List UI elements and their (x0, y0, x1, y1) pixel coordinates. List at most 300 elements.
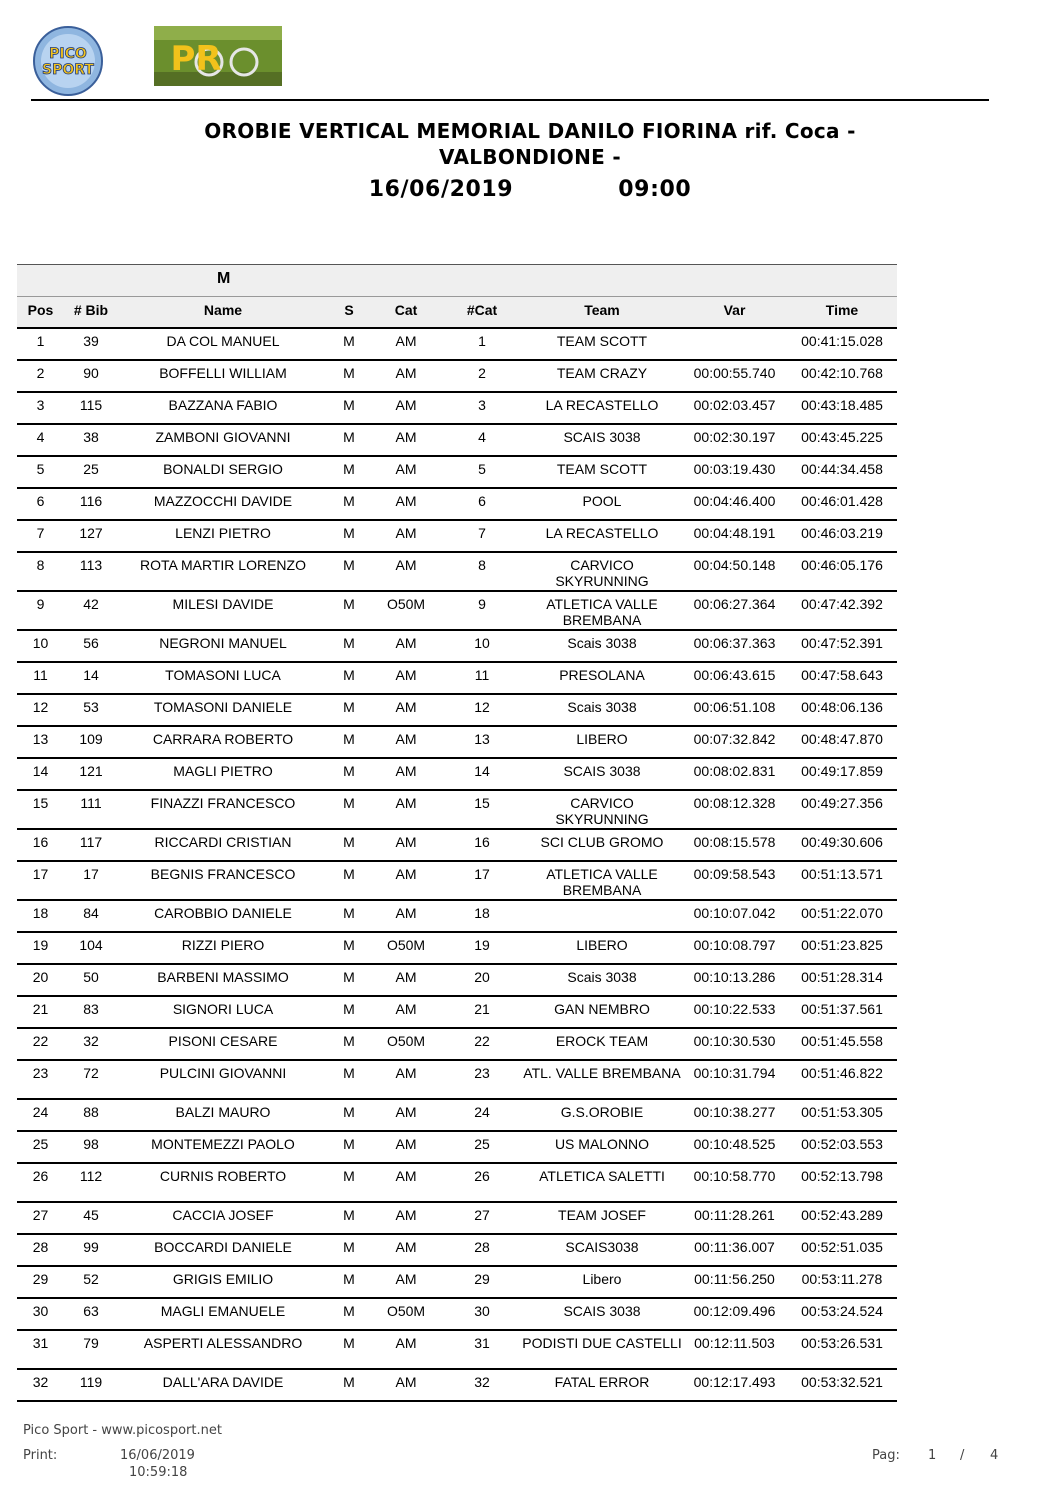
cell-sex: M (343, 866, 355, 882)
cell-bib: 98 (83, 1136, 99, 1152)
cell-name: LENZI PIETRO (175, 525, 271, 541)
cell-cat-rank: 11 (474, 667, 490, 683)
cell-pos: 9 (36, 596, 45, 612)
cell-cat: AM (395, 763, 417, 779)
cell-gap: 00:12:11.503 (694, 1335, 775, 1351)
footer-print-date: 16/06/2019 (120, 1448, 195, 1463)
cell-gap: 00:07:32.842 (693, 731, 776, 747)
table-row (17, 1061, 897, 1100)
cell-name: ROTA MARTIR LORENZO (140, 557, 306, 573)
cell-cat-rank: 15 (474, 795, 490, 811)
cell-cat-rank: 2 (478, 365, 486, 381)
cell-team: ATL. VALLE BREMBANA (523, 1065, 681, 1081)
cell-cat: AM (395, 1065, 417, 1081)
cell-time: 00:53:26.531 (801, 1335, 883, 1351)
cell-pos: 16 (32, 834, 49, 850)
cell-time: 00:51:37.561 (801, 1001, 883, 1017)
cell-sex: M (343, 834, 355, 850)
cell-bib: 119 (79, 1374, 103, 1390)
cell-time: 00:43:18.485 (801, 397, 883, 413)
cell-time: 00:44:34.458 (801, 461, 883, 477)
race-title-line1: OROBIE VERTICAL MEMORIAL DANILO FIORINA rif. Coca - (204, 119, 856, 143)
cell-cat-rank: 22 (474, 1033, 490, 1049)
race-title-line2: VALBONDIONE - (439, 145, 621, 169)
cell-sex: M (343, 731, 355, 747)
cell-cat-rank: 18 (474, 905, 490, 921)
cell-time: 00:46:05.176 (801, 557, 883, 573)
cell-sex: M (343, 937, 355, 953)
cell-cat: AM (395, 429, 417, 445)
cell-cat-rank: 5 (478, 461, 486, 477)
cell-time: 00:53:32.521 (801, 1374, 883, 1390)
cell-time: 00:52:03.553 (801, 1136, 883, 1152)
cell-gap (682, 329, 787, 359)
cell-cat-rank: 16 (474, 834, 490, 850)
cell-team: G.S.OROBIE (560, 1104, 644, 1120)
cell-name: NEGRONI MANUEL (159, 635, 287, 651)
table-row (17, 1164, 897, 1203)
cell-cat: AM (395, 365, 417, 381)
cell-bib: 111 (80, 795, 102, 811)
cell-cat-rank: 23 (474, 1065, 490, 1081)
cell-cat-rank: 7 (478, 525, 486, 541)
cell-gap: 00:08:02.831 (693, 763, 776, 779)
cell-cat: O50M (386, 596, 426, 612)
cell-bib: 25 (83, 461, 99, 477)
cell-cat: AM (395, 1136, 417, 1152)
cell-sex: M (343, 333, 355, 349)
cell-time: 00:52:13.798 (801, 1168, 883, 1184)
cell-time: 00:43:45.225 (801, 429, 883, 445)
cell-team: Scais 3038 (567, 969, 637, 985)
table-row (17, 791, 897, 830)
cell-team: SCAIS 3038 (563, 1303, 641, 1319)
cell-cat: AM (395, 699, 417, 715)
cell-bib: 39 (83, 333, 99, 349)
table-row (17, 489, 897, 521)
table-row (17, 1235, 897, 1267)
cell-pos: 3 (36, 397, 45, 413)
cell-cat: O50M (386, 937, 426, 953)
cell-pos: 26 (32, 1168, 49, 1184)
table-row (17, 631, 897, 663)
pr-event-logo (154, 26, 282, 86)
cell-name: BEGNIS FRANCESCO (150, 866, 296, 882)
cell-time: 00:52:51.035 (801, 1239, 883, 1255)
cell-cat: AM (395, 795, 417, 811)
cell-pos: 10 (32, 635, 49, 651)
cell-time: 00:51:28.314 (801, 969, 883, 985)
cell-cat: AM (395, 905, 417, 921)
cell-gap: 00:04:48.191 (693, 525, 776, 541)
cell-name: BOCCARDI DANIELE (154, 1239, 292, 1255)
col-name: Name (203, 302, 243, 318)
cell-cat: AM (395, 1104, 417, 1120)
cell-time: 00:46:01.428 (801, 493, 883, 509)
cell-cat-rank: 25 (474, 1136, 490, 1152)
col-sex: S (344, 302, 354, 318)
cell-cat-rank: 28 (474, 1239, 490, 1255)
cell-cat-rank: 4 (478, 429, 486, 445)
pico-sport-logo (31, 24, 105, 98)
logo-text-line2: SPORT (42, 62, 94, 78)
table-row (17, 1203, 897, 1235)
cell-bib: 63 (83, 1303, 99, 1319)
table-row (17, 1029, 897, 1061)
cell-bib: 50 (83, 969, 99, 985)
cell-gap: 00:09:58.543 (693, 866, 776, 882)
cell-sex: M (343, 429, 355, 445)
cell-sex: M (343, 905, 355, 921)
cell-name: DALL'ARA DAVIDE (162, 1374, 284, 1390)
column-header-row (17, 296, 897, 329)
cell-cat-rank: 1 (478, 333, 486, 349)
table-row (17, 862, 897, 901)
cell-time: 00:51:22.070 (801, 905, 883, 921)
cell-cat: AM (395, 1207, 417, 1223)
cell-cat-rank: 21 (474, 1001, 490, 1017)
col-bib: # Bib (73, 302, 109, 318)
race-date-time: 16/06/2019 09:00 (368, 177, 692, 202)
col-gap: Var (723, 302, 746, 318)
cell-team: SCAIS3038 (565, 1239, 639, 1255)
cell-name: BALZI MAURO (175, 1104, 271, 1120)
cell-team: FATAL ERROR (554, 1374, 650, 1390)
footer-page-current: 1 (928, 1448, 937, 1463)
table-row (17, 759, 897, 791)
cell-sex: M (343, 795, 355, 811)
cell-team: Scais 3038 (567, 699, 637, 715)
cell-team: CARVICO SKYRUNNING (555, 795, 649, 827)
cell-cat-rank: 19 (474, 937, 490, 953)
cell-team: ATLETICA VALLE BREMBANA (546, 596, 658, 628)
table-row (17, 457, 897, 489)
table-row (17, 695, 897, 727)
footer-print-label: Print: (23, 1448, 58, 1463)
cell-pos: 6 (36, 493, 45, 509)
cell-gap: 00:10:07.042 (693, 905, 776, 921)
cell-pos: 18 (32, 905, 49, 921)
cell-bib: 83 (83, 1001, 99, 1017)
cell-time: 00:48:47.870 (801, 731, 883, 747)
cell-gap: 00:02:30.197 (693, 429, 776, 445)
results-table (17, 264, 897, 1402)
cell-pos: 13 (32, 731, 49, 747)
table-row (17, 901, 897, 933)
cell-cat: AM (395, 635, 417, 651)
table-row (17, 361, 897, 393)
cell-gap: 00:10:08.797 (693, 937, 776, 953)
cell-pos: 7 (36, 525, 45, 541)
cell-gap: 00:12:09.496 (693, 1303, 776, 1319)
cell-time: 00:51:45.558 (801, 1033, 883, 1049)
cell-gap: 00:11:36.007 (694, 1239, 775, 1255)
table-row (17, 1132, 897, 1164)
table-row (17, 553, 897, 592)
table-row (17, 933, 897, 965)
cell-bib: 14 (83, 667, 99, 683)
cell-bib: 116 (79, 493, 103, 509)
cell-team: PODISTI DUE CASTELLI (522, 1335, 682, 1351)
cell-name: BARBENI MASSIMO (157, 969, 289, 985)
cell-sex: M (343, 969, 355, 985)
cell-team: TEAM JOSEF (558, 1207, 646, 1223)
cell-gap: 00:06:37.363 (693, 635, 776, 651)
cell-pos: 19 (32, 937, 49, 953)
cell-time: 00:52:43.289 (801, 1207, 883, 1223)
cell-pos: 15 (32, 795, 49, 811)
cell-sex: M (343, 1335, 355, 1351)
cell-cat-rank: 8 (478, 557, 486, 573)
cell-gap: 00:11:28.261 (694, 1207, 775, 1223)
cell-team (522, 901, 682, 931)
cell-cat-rank: 3 (478, 397, 486, 413)
cell-cat-rank: 24 (474, 1104, 490, 1120)
cell-pos: 29 (32, 1271, 49, 1287)
cell-gap: 00:10:31.794 (693, 1065, 776, 1081)
cell-cat: AM (395, 969, 417, 985)
table-row (17, 830, 897, 862)
cell-gap: 00:03:19.430 (693, 461, 776, 477)
cell-name: TOMASONI DANIELE (153, 699, 293, 715)
cell-sex: M (343, 461, 355, 477)
cell-bib: 17 (83, 866, 99, 882)
cell-sex: M (343, 365, 355, 381)
cell-bib: 121 (79, 763, 103, 779)
cell-bib: 99 (83, 1239, 99, 1255)
category-band (17, 264, 897, 296)
cell-time: 00:46:03.219 (801, 525, 883, 541)
cell-name: RIZZI PIERO (181, 937, 265, 953)
cell-cat: AM (395, 397, 417, 413)
cell-cat-rank: 13 (474, 731, 490, 747)
cell-bib: 56 (83, 635, 99, 651)
cell-gap: 00:04:50.148 (693, 557, 776, 573)
cell-name: SIGNORI LUCA (172, 1001, 274, 1017)
cell-name: CAROBBIO DANIELE (154, 905, 292, 921)
cell-bib: 42 (83, 596, 99, 612)
cell-name: MAGLI PIETRO (173, 763, 273, 779)
cell-team: Libero (582, 1271, 622, 1287)
table-row (17, 393, 897, 425)
cell-team: PRESOLANA (559, 667, 645, 683)
cell-name: MILESI DAVIDE (172, 596, 274, 612)
table-body (17, 329, 897, 1402)
cell-cat: O50M (386, 1033, 426, 1049)
table-row (17, 1299, 897, 1331)
cell-pos: 4 (36, 429, 45, 445)
cell-cat: AM (395, 1335, 417, 1351)
cell-time: 00:48:06.136 (801, 699, 883, 715)
cell-sex: M (343, 1374, 355, 1390)
header-rule (31, 99, 989, 101)
cell-gap: 00:10:30.530 (693, 1033, 776, 1049)
cell-cat-rank: 29 (474, 1271, 490, 1287)
cell-cat: AM (395, 1168, 417, 1184)
cell-cat: AM (395, 866, 417, 882)
cell-cat-rank: 6 (478, 493, 486, 509)
cell-pos: 5 (36, 461, 45, 477)
table-row (17, 1370, 897, 1402)
cell-cat: AM (395, 667, 417, 683)
cell-gap: 00:06:43.615 (693, 667, 776, 683)
cell-cat: AM (395, 834, 417, 850)
cell-time: 00:47:52.391 (801, 635, 883, 651)
cell-bib: 115 (79, 397, 103, 413)
cell-pos: 32 (32, 1374, 49, 1390)
footer-page-label: Pag: (872, 1448, 900, 1463)
cell-pos: 14 (32, 763, 49, 779)
cell-cat-rank: 32 (474, 1374, 490, 1390)
cell-time: 00:47:42.392 (801, 596, 883, 612)
cell-cat: AM (395, 1374, 417, 1390)
cell-team: TEAM SCOTT (556, 333, 648, 349)
cell-bib: 38 (83, 429, 99, 445)
cell-gap: 00:10:13.286 (693, 969, 776, 985)
cell-cat: AM (395, 557, 417, 573)
cell-team: TEAM SCOTT (556, 461, 648, 477)
cell-bib: 90 (83, 365, 99, 381)
cell-name: BAZZANA FABIO (168, 397, 278, 413)
cell-time: 00:53:24.524 (801, 1303, 883, 1319)
cell-bib: 117 (79, 834, 103, 850)
table-row (17, 425, 897, 457)
cell-sex: M (343, 557, 355, 573)
cell-gap: 00:11:56.250 (694, 1271, 775, 1287)
col-cat: Cat (394, 302, 418, 318)
cell-sex: M (343, 1033, 355, 1049)
cell-name: DA COL MANUEL (166, 333, 280, 349)
col-team: Team (584, 302, 620, 318)
cell-cat-rank: 31 (474, 1335, 490, 1351)
cell-sex: M (343, 1239, 355, 1255)
cell-sex: M (343, 699, 355, 715)
cell-team: TEAM CRAZY (556, 365, 648, 381)
cell-bib: 88 (83, 1104, 99, 1120)
cell-sex: M (343, 525, 355, 541)
cell-cat-rank: 26 (474, 1168, 490, 1184)
table-row (17, 592, 897, 631)
cell-cat-rank: 17 (474, 866, 490, 882)
cell-name: MAGLI EMANUELE (160, 1303, 286, 1319)
cell-bib: 72 (83, 1065, 99, 1081)
cell-bib: 53 (83, 699, 99, 715)
cell-bib: 109 (79, 731, 103, 747)
cell-team: LA RECASTELLO (545, 397, 659, 413)
cell-team: POOL (582, 493, 622, 509)
cell-team: LA RECASTELLO (545, 525, 659, 541)
cell-bib: 52 (83, 1271, 99, 1287)
cell-cat: AM (395, 1001, 417, 1017)
cell-team: Scais 3038 (567, 635, 637, 651)
cell-name: BONALDI SERGIO (163, 461, 283, 477)
cell-cat: AM (395, 1239, 417, 1255)
cell-bib: 79 (83, 1335, 99, 1351)
cell-cat-rank: 12 (474, 699, 490, 715)
cell-name: MONTEMEZZI PAOLO (151, 1136, 295, 1152)
cell-time: 00:51:46.822 (801, 1065, 883, 1081)
cell-time: 00:51:23.825 (801, 937, 883, 953)
table-row (17, 521, 897, 553)
cell-cat: AM (395, 1271, 417, 1287)
cell-time: 00:41:15.028 (801, 333, 883, 349)
logo-pr-text: PR (170, 39, 222, 79)
cell-team: EROCK TEAM (555, 1033, 649, 1049)
footer-page-total: 4 (990, 1448, 999, 1463)
cell-gap: 00:10:38.277 (693, 1104, 776, 1120)
cell-bib: 45 (83, 1207, 99, 1223)
cell-cat: AM (395, 333, 417, 349)
cell-bib: 104 (79, 937, 103, 953)
cell-gap: 00:02:03.457 (693, 397, 776, 413)
cell-pos: 22 (32, 1033, 49, 1049)
cell-team: SCAIS 3038 (563, 429, 641, 445)
cell-pos: 28 (32, 1239, 49, 1255)
footer-page-separator: / (960, 1448, 965, 1463)
cell-sex: M (343, 1136, 355, 1152)
cell-team: GAN NEMBRO (554, 1001, 650, 1017)
cell-pos: 31 (32, 1335, 49, 1351)
cell-sex: M (343, 493, 355, 509)
table-row (17, 1267, 897, 1299)
col-cat-rank: #Cat (466, 302, 498, 318)
cell-name: RICCARDI CRISTIAN (154, 834, 292, 850)
cell-bib: 127 (79, 525, 103, 541)
cell-sex: M (343, 596, 355, 612)
table-row (17, 727, 897, 759)
cell-team: US MALONNO (554, 1136, 650, 1152)
cell-team: ATLETICA VALLE BREMBANA (546, 866, 658, 898)
cell-name: ASPERTI ALESSANDRO (143, 1335, 303, 1351)
cell-gap: 00:10:22.533 (693, 1001, 776, 1017)
cell-pos: 21 (32, 1001, 49, 1017)
cell-team: SCAIS 3038 (563, 763, 641, 779)
cell-name: BOFFELLI WILLIAM (159, 365, 287, 381)
cell-team: LIBERO (576, 937, 628, 953)
cell-team: LIBERO (576, 731, 628, 747)
cell-gap: 00:12:17.493 (693, 1374, 776, 1390)
cell-pos: 17 (32, 866, 49, 882)
cell-name: FINAZZI FRANCESCO (150, 795, 296, 811)
cell-bib: 112 (79, 1168, 103, 1184)
table-row (17, 1100, 897, 1132)
cell-sex: M (343, 1001, 355, 1017)
table-row (17, 329, 897, 361)
cell-time: 00:47:58.643 (801, 667, 883, 683)
cell-time: 00:51:53.305 (801, 1104, 883, 1120)
cell-time: 00:49:17.859 (801, 763, 883, 779)
col-pos: Pos (27, 302, 54, 318)
footer-site: Pico Sport - www.picosport.net (23, 1423, 222, 1438)
cell-pos: 30 (32, 1303, 49, 1319)
cell-sex: M (343, 763, 355, 779)
cell-pos: 23 (32, 1065, 49, 1081)
cell-name: PULCINI GIOVANNI (159, 1065, 287, 1081)
footer-print-time: 10:59:18 (129, 1465, 188, 1480)
table-row (17, 1331, 897, 1370)
cell-time: 00:49:30.606 (801, 834, 883, 850)
cell-name: MAZZOCCHI DAVIDE (153, 493, 293, 509)
cell-bib: 84 (83, 905, 99, 921)
cell-gap: 00:10:58.770 (693, 1168, 776, 1184)
cell-sex: M (343, 1168, 355, 1184)
cell-time: 00:51:13.571 (801, 866, 883, 882)
cell-pos: 27 (32, 1207, 49, 1223)
cell-team: CARVICO SKYRUNNING (555, 557, 649, 589)
table-row (17, 997, 897, 1029)
cell-name: CARRARA ROBERTO (152, 731, 294, 747)
cell-time: 00:53:11.278 (801, 1271, 883, 1287)
